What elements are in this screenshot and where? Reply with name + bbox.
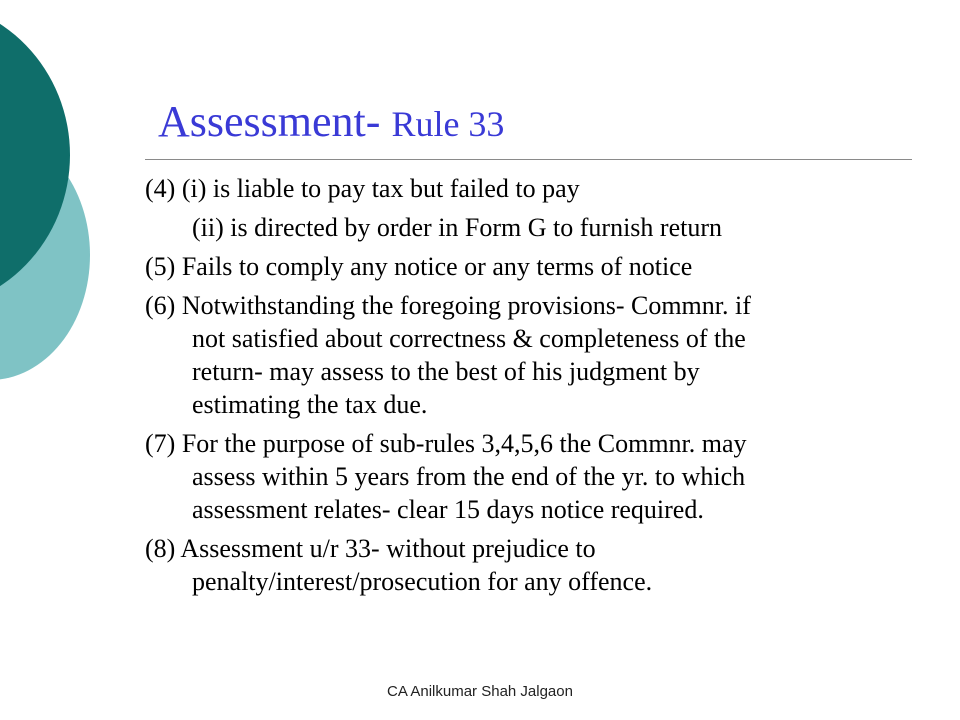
list-line: assessment relates- clear 15 days notice required. xyxy=(192,495,704,524)
list-item-7 xyxy=(145,427,915,526)
list-line: (8) Assessment u/r 33- without prejudice to xyxy=(145,534,596,563)
slide-title xyxy=(158,96,504,147)
list-line: not satisfied about correctness & completeness of the xyxy=(192,324,746,353)
list-line: penalty/interest/prosecution for any offence. xyxy=(192,567,653,596)
list-item-6 xyxy=(145,289,915,421)
list-line: (ii) is directed by order in Form G to furnish return xyxy=(192,213,722,242)
list-line: estimating the tax due. xyxy=(192,390,428,419)
list-line: (7) For the purpose of sub-rules 3,4,5,6 the Commnr. may xyxy=(145,429,747,458)
title-main: Assessment- xyxy=(158,97,392,146)
list-item-5 xyxy=(145,250,915,283)
list-item-8 xyxy=(145,532,915,598)
list-line: assess within 5 years from the end of the yr. to which xyxy=(192,462,746,491)
title-divider xyxy=(145,159,912,160)
list-line: (5) Fails to comply any notice or any terms of notice xyxy=(145,252,693,281)
list-item-4-ii xyxy=(145,211,915,244)
slide-footer: CA Anilkumar Shah Jalgaon xyxy=(387,683,573,700)
list-line: (6) Notwithstanding the foregoing provisions- Commnr. if xyxy=(145,291,751,320)
list-line: return- may assess to the best of his judgment by xyxy=(192,357,700,386)
title-rule: Rule 33 xyxy=(391,104,505,144)
list-item-4-i xyxy=(145,172,915,205)
list-line: (4) (i) is liable to pay tax but failed to pay xyxy=(145,174,580,203)
slide-body xyxy=(145,172,915,604)
